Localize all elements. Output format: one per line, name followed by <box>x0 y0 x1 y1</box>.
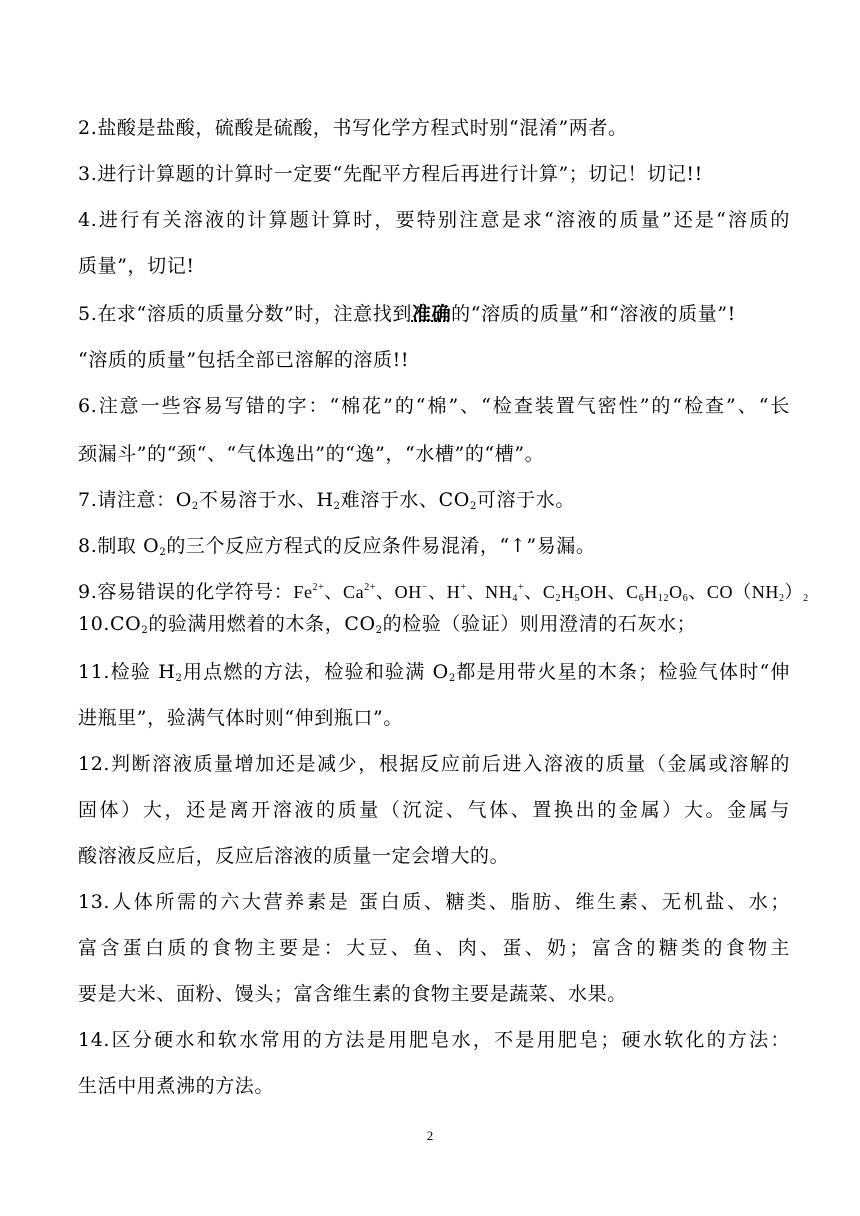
item-11-sub-1: 2 <box>175 673 183 684</box>
item-8-sub-1: 2 <box>159 547 167 558</box>
item-2-line: 2.盐酸是盐酸，硫酸是硫酸，书写化学方程式时别“混淆”两者。 <box>78 117 628 139</box>
item-10-text-c: 的检验（验证）则用澄清的石灰水； <box>382 613 697 635</box>
item-7-text-b: 不易溶于水、H <box>198 489 334 511</box>
item-5-line-1 <box>78 300 790 328</box>
item-11-line-2: 进瓶里”，验满气体时则“伸到瓶口”。 <box>78 707 403 729</box>
item-12-line-3: 酸溶液反应后，反应后溶液的质量一定会增大的。 <box>78 845 510 867</box>
formula-sub: 12 <box>657 593 670 604</box>
item-8-line <box>78 532 790 560</box>
item-7-sub-3: 2 <box>469 501 477 512</box>
item-9-formulas <box>293 582 808 602</box>
item-5-line-2: “溶质的质量”包括全部已溶解的溶质!! <box>78 349 410 371</box>
formula-nh-sub: 4 <box>512 593 518 604</box>
item-14-line-2: 生活中用煮沸的方法。 <box>78 1075 275 1097</box>
item-4-line-2: 质量”，切记! <box>78 255 195 277</box>
formula-fe-charge: 2+ <box>312 582 325 593</box>
formula-ca-charge: 2+ <box>364 582 377 593</box>
item-8-text-a: 8.制取 O <box>78 535 160 557</box>
item-6-line-1: 6.注意一些容易写错的字：“棉花”的“棉”、“检查装置气密性”的“检查”、“长 <box>78 395 790 417</box>
formula-c: 、C <box>524 582 556 602</box>
item-5-part-c: 的“溶质的质量”和“溶液的质量”! <box>451 303 736 325</box>
item-13-line-2: 富含蛋白质的食物主要是：大豆、鱼、肉、蛋、奶；富含的糖类的食物主 <box>78 937 790 959</box>
item-10-sub-2: 2 <box>375 625 383 636</box>
item-11-text-b: 用点燃的方法，检验和验满 O <box>182 661 449 683</box>
formula-oh-c: OH、C <box>580 582 639 602</box>
item-12-line-1: 12.判断溶液质量增加还是减少，根据反应前后进入溶液的质量（金属或溶解的 <box>78 753 790 775</box>
formula-fe: Fe <box>293 582 313 602</box>
formula-sub: 2 <box>778 593 785 604</box>
item-14-line-1: 14.区分硬水和软水常用的方法是用肥皂水，不是用肥皂；硬水软化的方法： <box>78 1029 790 1051</box>
item-3-line: 3.进行计算题的计算时一定要“先配平方程后再进行计算”；切记！切记!! <box>78 163 703 185</box>
formula-h5: H <box>561 582 575 602</box>
page-number: 2 <box>426 1128 434 1143</box>
item-8-text-b: 的三个反应方程式的反应条件易混淆，“↑”易漏。 <box>166 535 596 557</box>
formula-sep: 、 <box>324 582 343 602</box>
item-10-text-a: 10.CO <box>78 613 142 635</box>
item-7-sub-2: 2 <box>333 501 341 512</box>
item-11-line-1 <box>78 658 790 686</box>
item-7-text-d: 可溶于水。 <box>476 489 575 511</box>
item-9-label: 9.容易错误的化学符号： <box>78 581 294 603</box>
formula-sub: 6 <box>682 593 689 604</box>
item-10-text-b: 的验满用燃着的木条，CO <box>148 613 376 635</box>
item-11-sub-2: 2 <box>448 673 456 684</box>
formula-nh-charge: + <box>517 582 525 593</box>
formula-urea: 、CO（NH <box>688 582 779 602</box>
item-13-line-1: 13.人体所需的六大营养素是 蛋白质、糖类、脂肪、维生素、无机盐、水； <box>78 891 790 913</box>
formula-sub: 5 <box>574 593 581 604</box>
formula-sub: 2 <box>803 593 809 604</box>
formula-sub: 2 <box>555 593 562 604</box>
formula-h: 、H <box>428 582 461 602</box>
item-9-line <box>78 578 809 606</box>
formula-h: H <box>644 582 658 602</box>
item-5-part-a: 5.在求“溶质的质量分数”时，注意找到 <box>78 303 412 325</box>
formula-oh: 、OH <box>376 582 422 602</box>
formula-nh: 、NH <box>466 582 513 602</box>
formula-ca: Ca <box>343 582 365 602</box>
item-11-text-c: 都是用带火星的木条；检验气体时“伸 <box>455 661 790 683</box>
item-13-line-3: 要是大米、面粉、馒头；富含维生素的食物主要是蔬菜、水果。 <box>78 983 627 1005</box>
item-10-line <box>78 610 790 638</box>
item-12-line-2: 固体）大，还是离开溶液的质量（沉淀、气体、置换出的金属）大。金属与 <box>78 799 790 821</box>
formula-h-charge: + <box>460 582 467 593</box>
item-4-line-1: 4.进行有关溶液的计算题计算时，要特别注意是求“溶液的质量”还是“溶质的 <box>78 209 790 231</box>
item-7-sub-1: 2 <box>191 501 199 512</box>
item-11-text-a: 11.检验 H <box>78 661 176 683</box>
formula-oh-charge: − <box>421 582 429 593</box>
item-7-line <box>78 486 790 514</box>
formula-o: O <box>669 582 683 602</box>
formula-sub: 6 <box>638 593 645 604</box>
item-7-text-a: 7.请注意：O <box>78 489 192 511</box>
item-10-sub-1: 2 <box>141 625 149 636</box>
item-7-text-c: 难溶于水、CO <box>340 489 470 511</box>
item-5-emphasis: 准确 <box>411 303 452 325</box>
formula-paren: ） <box>784 582 804 602</box>
item-6-line-2: 颈漏斗”的“颈“、“气体逸出”的“逸”，“水槽”的“槽”。 <box>78 443 545 465</box>
